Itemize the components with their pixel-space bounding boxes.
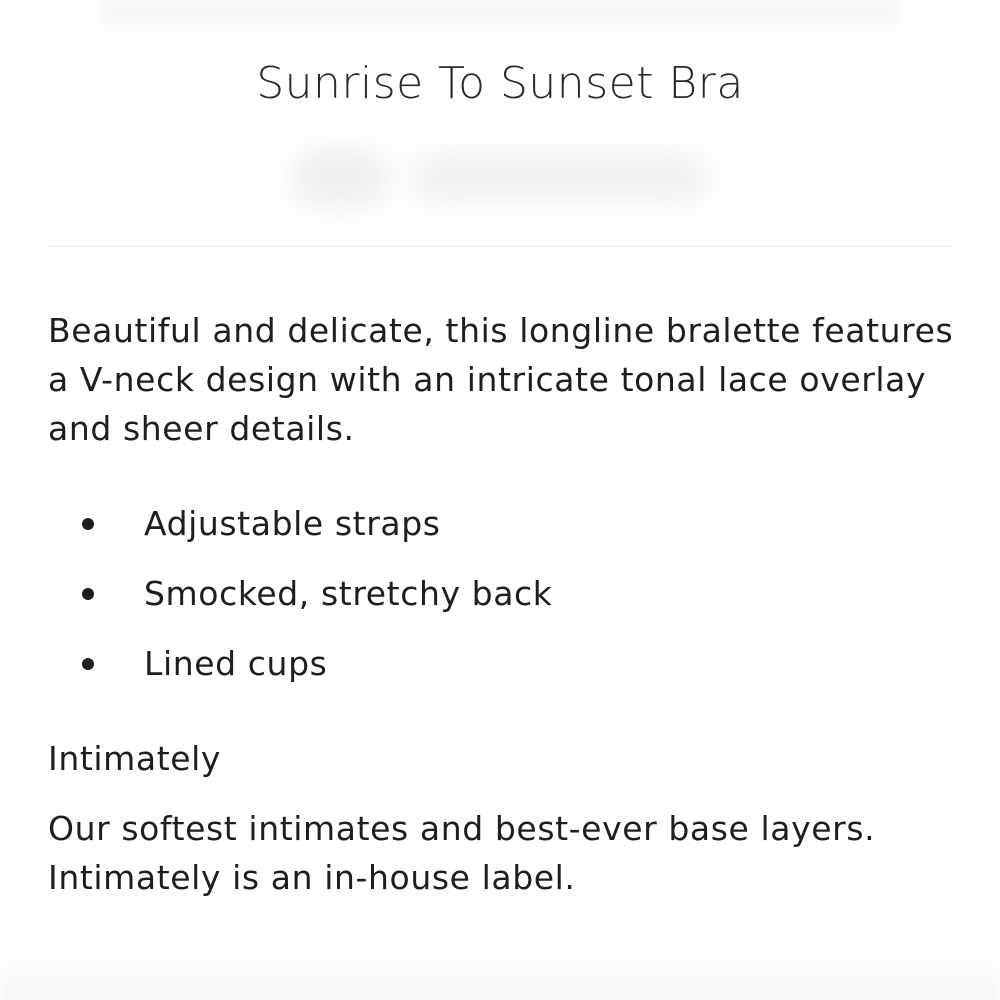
feature-item <box>48 638 948 708</box>
bottom-blur-edge <box>0 948 1000 1000</box>
top-blur-edge <box>100 0 900 46</box>
bullet-icon <box>82 658 94 670</box>
product-description: Beautiful and delicate, this longline bralette features a V-neck design with an intricate tonal lace overlay and sheer details. <box>48 311 954 448</box>
brand-name: Intimately <box>48 739 222 778</box>
blurred-icon <box>290 148 390 208</box>
product-title: Sunrise To Sunset Bra <box>256 58 744 109</box>
blurred-label <box>410 152 710 204</box>
brand-description: Our softest intimates and best-ever base layers. Intimately is an in-house label. <box>48 809 876 897</box>
blurred-rating-area <box>290 138 730 218</box>
bullet-icon <box>82 588 94 600</box>
feature-text: Smocked, stretchy back <box>144 574 553 613</box>
feature-text: Lined cups <box>144 644 328 683</box>
feature-item <box>48 568 948 638</box>
feature-text: Adjustable straps <box>144 504 441 543</box>
bullet-icon <box>82 518 94 530</box>
feature-item <box>48 498 948 568</box>
section-divider <box>48 246 952 247</box>
feature-list <box>48 498 948 708</box>
